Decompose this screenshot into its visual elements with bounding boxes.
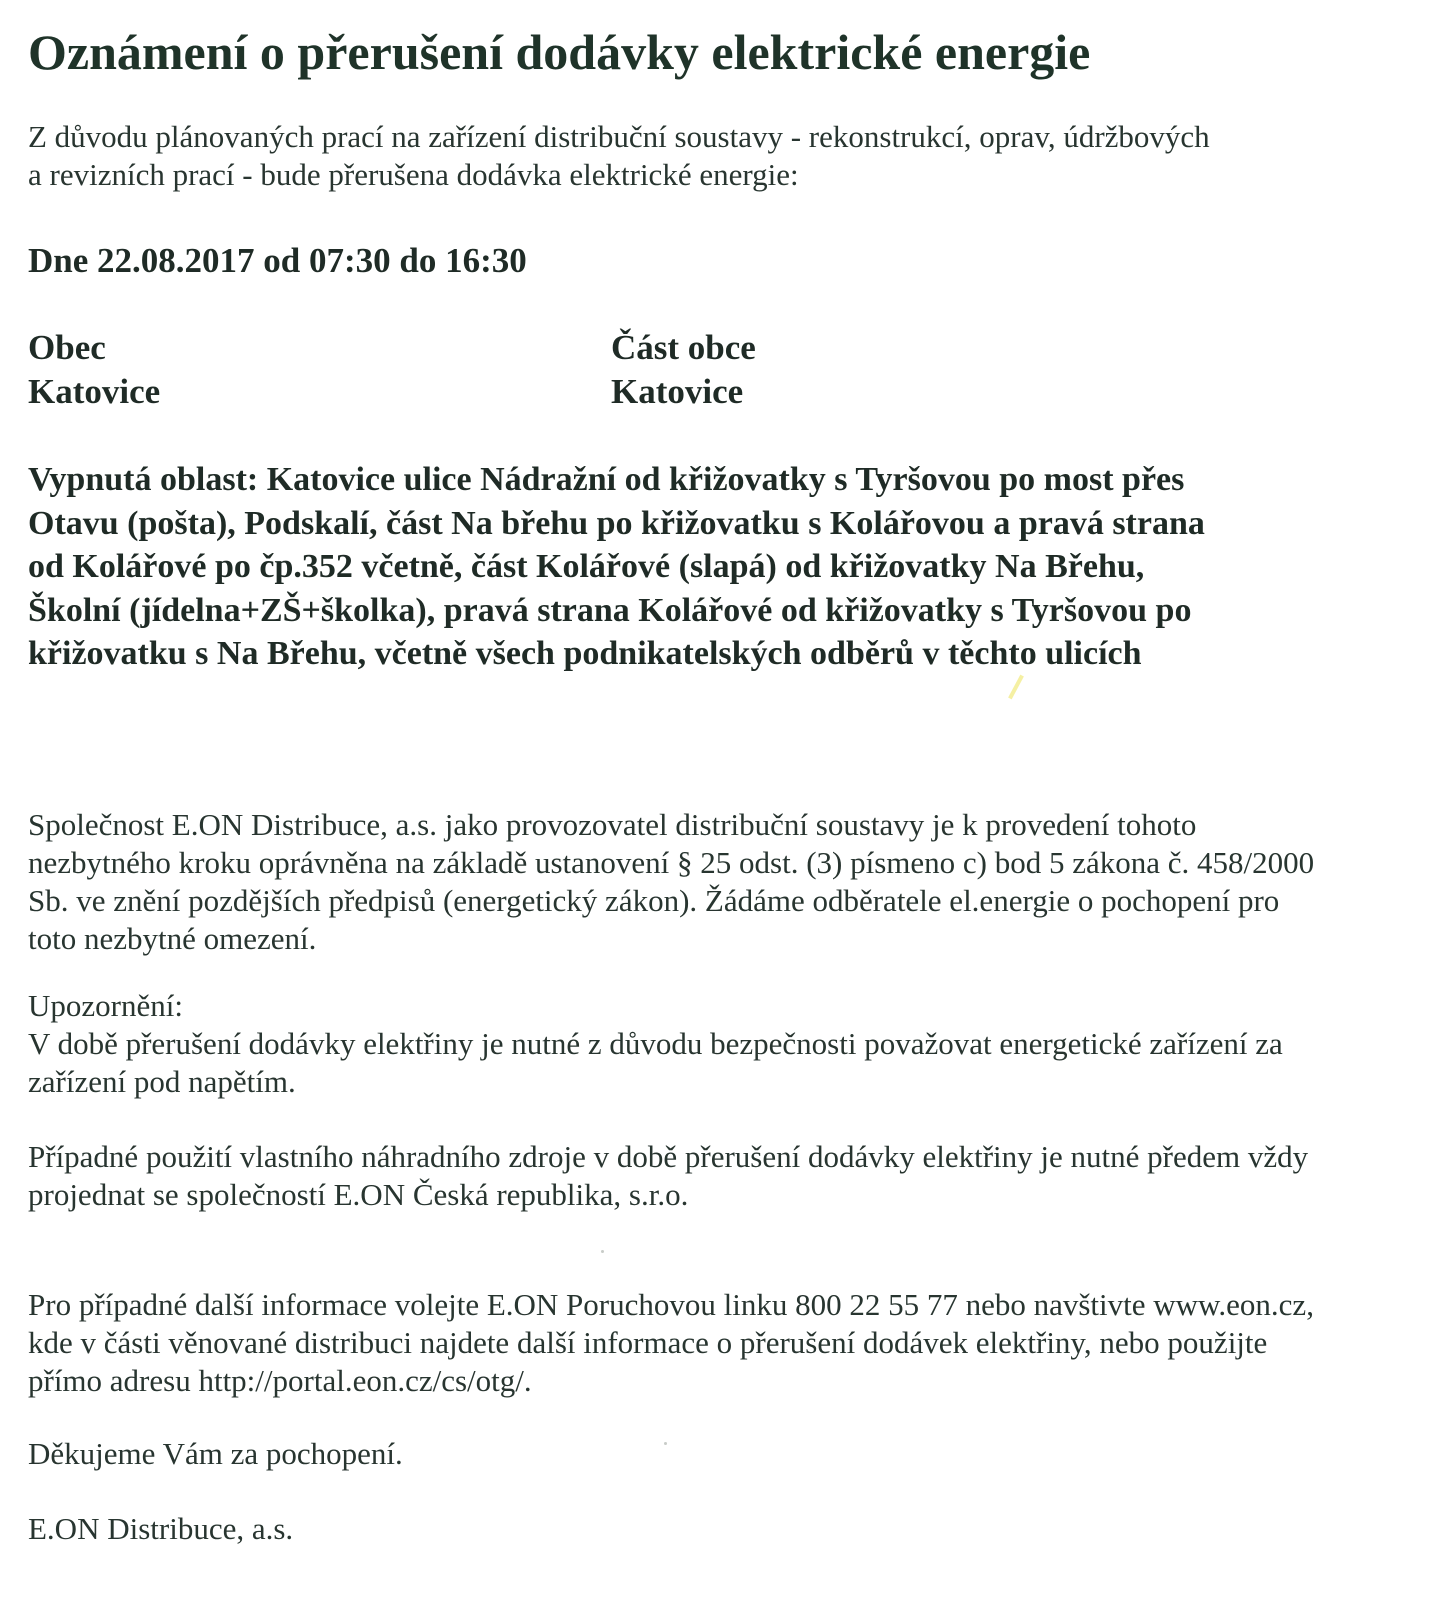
outage-date: Dne 22.08.2017 od 07:30 do 16:30 xyxy=(28,241,527,280)
notice-title: Oznámení o přerušení dodávky elektrické energie xyxy=(28,24,1091,80)
area-line: Školní (jídelna+ZŠ+školka), pravá strana Kolářové od křižovatky s Tyršovou po xyxy=(28,591,1192,629)
municipality-column xyxy=(28,326,160,414)
info-paragraph xyxy=(28,1286,1314,1400)
legal-paragraph xyxy=(28,806,1314,958)
area-line: od Kolářové po čp.352 včetně, část Kolářové (slapá) od křižovatky Na Břehu, xyxy=(28,548,1145,585)
backup-source-paragraph xyxy=(28,1138,1308,1214)
info-line: přímo adresu http://portal.eon.cz/cs/otg/. xyxy=(28,1363,532,1398)
info-line: Pro případné další informace volejte E.ON Poruchovou linku 800 22 55 77 nebo navštivte www.eon.cz, xyxy=(28,1287,1314,1322)
intro-line: a revizních prací - bude přerušena dodávka elektrické energie: xyxy=(28,157,799,192)
intro-paragraph xyxy=(28,118,1210,194)
thanks-line xyxy=(28,1435,403,1473)
scan-speck xyxy=(601,1250,604,1253)
area-line: křižovatku s Na Břehu, včetně všech podnikatelských odběrů v těchto ulicích xyxy=(28,635,1142,672)
highlighter-mark xyxy=(1008,675,1024,700)
thanks-text: Děkujeme Vám za pochopení. xyxy=(28,1436,403,1471)
warning-heading: Upozornění: xyxy=(28,988,183,1023)
legal-line: Sb. ve znění pozdějších předpisů (energetický zákon). Žádáme odběratele el.energie o pochopení pro xyxy=(28,883,1280,918)
legal-line: nezbytného kroku oprávněna na základě ustanovení § 25 odst. (3) písmeno c) bod 5 zákona č. 458/2000 xyxy=(28,845,1315,880)
affected-area xyxy=(28,458,1205,676)
municipality-part-column xyxy=(611,326,756,414)
municipality-part-label: Část obce xyxy=(611,328,756,367)
municipality-value: Katovice xyxy=(28,372,161,411)
signature-text: E.ON Distribuce, a.s. xyxy=(28,1511,294,1546)
intro-line: Z důvodu plánovaných prací na zařízení distribuční soustavy - rekonstrukcí, oprav, údržbových xyxy=(28,119,1210,154)
info-line: kde v části věnované distribuci najdete další informace o přerušení dodávek elektřiny, nebo použijte xyxy=(28,1325,1268,1360)
municipality-label: Obec xyxy=(28,328,106,367)
backup-line: Případné použití vlastního náhradního zdroje v době přerušení dodávky elektřiny je nutné předem vždy xyxy=(28,1139,1309,1174)
warning-paragraph xyxy=(28,987,1283,1101)
municipality-part-value: Katovice xyxy=(611,372,744,411)
area-line: Otavu (pošta), Podskalí, část Na břehu po křižovatku s Kolářovou a pravá strana xyxy=(28,504,1205,542)
signature-line xyxy=(28,1510,293,1548)
area-line: Vypnutá oblast: Katovice ulice Nádražní od křižovatky s Tyršovou po most přes xyxy=(28,461,1185,498)
scan-speck xyxy=(664,1442,667,1445)
legal-line: Společnost E.ON Distribuce, a.s. jako provozovatel distribuční soustavy je k provedení tohoto xyxy=(28,807,1197,842)
warning-line: V době přerušení dodávky elektřiny je nutné z důvodu bezpečnosti považovat energetické zařízení za xyxy=(28,1026,1283,1061)
warning-line: zařízení pod napětím. xyxy=(28,1064,296,1099)
backup-line: projednat se společností E.ON Česká republika, s.r.o. xyxy=(28,1177,689,1212)
legal-line: toto nezbytné omezení. xyxy=(28,921,317,956)
